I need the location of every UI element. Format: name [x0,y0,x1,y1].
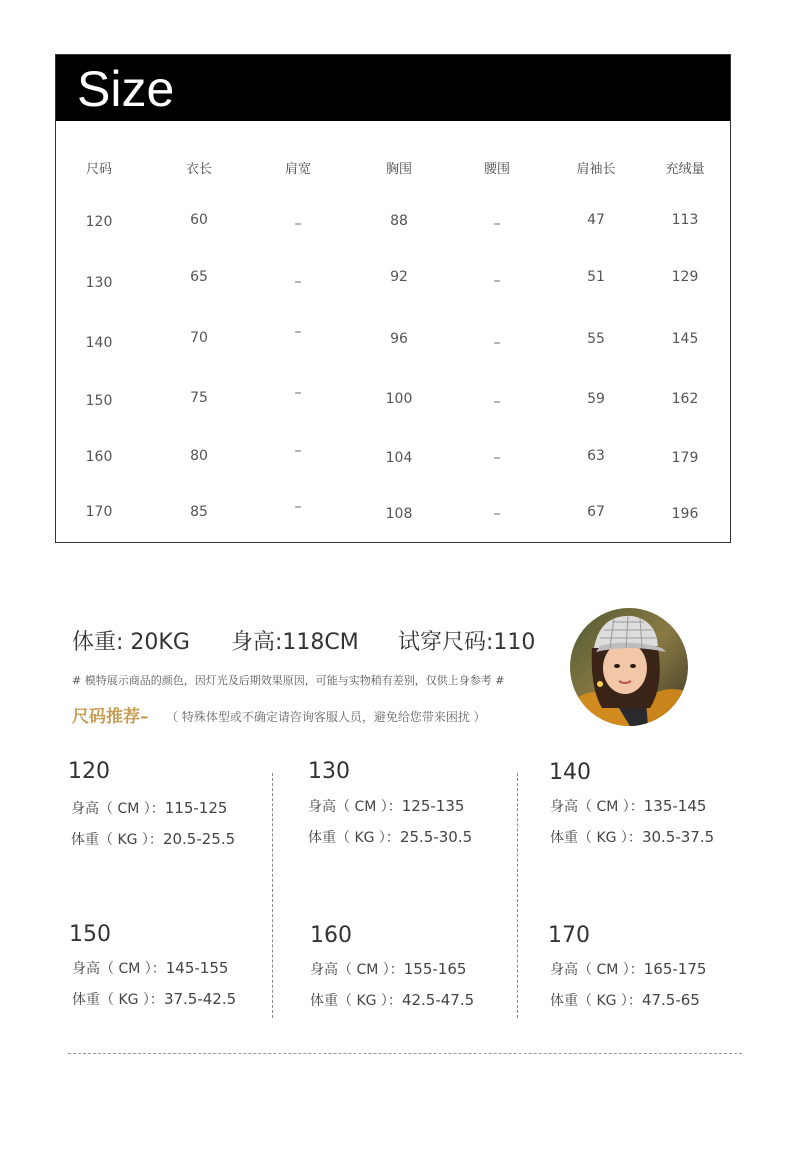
rec-height-line [550,796,706,817]
table-cell: – [294,385,302,401]
table-cell: 96 [390,331,408,347]
table-cell: 60 [190,212,208,228]
rec-height-label: 身高（ CM ）： [71,801,165,817]
rec-weight-line [308,827,472,848]
size-table [55,54,731,543]
table-cell: – [493,506,501,522]
rec-weight-label: 体重（ KG ）： [550,830,642,846]
table-cell: 113 [671,212,699,228]
table-cell: 130 [85,275,113,291]
rec-height-value: 145-155 [165,959,229,977]
rec-height-label: 身高（ CM ）： [308,799,402,815]
rec-height-value: 125-135 [401,797,465,815]
color-disclaimer: # 模特展示商品的颜色，因灯光及后期效果原因，可能与实物稍有差别，仅供上身参考 # [72,674,505,687]
table-cell: – [294,274,302,290]
model-weight: 体重: 20KG [72,630,190,655]
table-cell: 65 [190,269,208,285]
table-cell: 88 [390,213,408,229]
table-cell: 179 [671,450,699,466]
table-cell: – [493,273,501,289]
column-divider [272,773,273,1018]
rec-weight-line [550,827,714,848]
table-cell: 140 [85,335,113,351]
table-cell: 67 [587,504,605,520]
table-cell: – [294,216,302,232]
rec-weight-label: 体重（ KG ）： [310,993,402,1009]
model-height: 身高:118CM [231,630,359,655]
rec-weight-label: 体重（ KG ）： [72,992,164,1008]
table-cell: 160 [85,449,113,465]
rec-size-label: 130 [308,759,350,784]
table-cell: 59 [587,391,605,407]
rec-weight-label: 体重（ KG ）： [71,832,163,848]
rec-height-label: 身高（ CM ）： [550,962,644,978]
bottom-divider [68,1053,742,1054]
rec-weight-line [71,829,235,850]
rec-size-label: 170 [548,923,590,948]
rec-size-label: 160 [310,923,352,948]
rec-weight-label: 体重（ KG ）： [308,830,400,846]
rec-height-label: 身高（ CM ）： [310,962,404,978]
col-header-length: 衣长 [185,162,212,177]
rec-weight-line [72,989,236,1010]
rec-height-line [310,959,466,980]
table-cell: 100 [385,391,413,407]
col-header-waist: 腰围 [483,162,510,177]
table-cell: 145 [671,331,699,347]
table-cell: – [493,335,501,351]
rec-height-label: 身高（ CM ）： [72,961,166,977]
rec-height-value: 135-145 [643,797,707,815]
rec-weight-value: 30.5-37.5 [641,828,715,846]
table-cell: 170 [85,504,113,520]
rec-weight-line [550,990,700,1011]
recommendation-note: （ 特殊体型或不确定请咨询客服人员，避免给您带来困扰 ） [166,710,486,724]
rec-weight-value: 37.5-42.5 [163,990,237,1008]
col-header-size: 尺码 [85,162,112,177]
table-cell: 104 [385,450,413,466]
table-cell: 70 [190,330,208,346]
rec-weight-label: 体重（ KG ）： [550,993,642,1009]
col-header-sleeve: 肩袖长 [576,162,616,177]
table-cell: – [294,443,302,459]
rec-size-label: 140 [549,760,591,785]
rec-weight-value: 20.5-25.5 [162,830,236,848]
rec-weight-value: 25.5-30.5 [399,828,473,846]
table-cell: 51 [587,269,605,285]
size-header-bar [56,55,730,121]
rec-weight-value: 42.5-47.5 [401,991,475,1009]
table-cell: 196 [671,506,699,522]
model-photo [570,608,688,726]
model-trial-size: 试穿尺码:110 [398,630,536,655]
rec-height-label: 身高（ CM ）： [550,799,644,815]
table-cell: 150 [85,393,113,409]
table-cell: 75 [190,390,208,406]
table-cell: 80 [190,448,208,464]
table-cell: – [493,216,501,232]
rec-weight-line [310,990,474,1011]
rec-size-label: 150 [69,922,111,947]
rec-height-value: 115-125 [164,799,228,817]
rec-size-label: 120 [68,759,110,784]
rec-weight-value: 47.5-65 [641,991,700,1009]
rec-height-line [71,798,227,819]
table-cell: 129 [671,269,699,285]
rec-height-line [72,958,228,979]
table-cell: 63 [587,448,605,464]
table-cell: 108 [385,506,413,522]
rec-height-value: 155-165 [403,960,467,978]
col-header-chest: 胸围 [385,162,412,177]
rec-height-value: 165-175 [643,960,707,978]
table-cell: 120 [85,214,113,230]
table-cell: – [493,450,501,466]
table-cell: – [294,499,302,515]
table-cell: 162 [671,391,699,407]
column-divider [517,773,518,1018]
table-cell: 55 [587,331,605,347]
table-cell: 92 [390,269,408,285]
rec-height-line [550,959,706,980]
rec-height-line [308,796,464,817]
table-cell: 47 [587,212,605,228]
table-cell: – [294,324,302,340]
col-header-down-fill: 充绒量 [665,162,705,177]
table-cell: 85 [190,504,208,520]
size-title: Size [77,61,175,117]
recommendation-title: 尺码推荐– [72,707,149,727]
table-cell: – [493,394,501,410]
col-header-shoulder: 肩宽 [284,162,311,177]
